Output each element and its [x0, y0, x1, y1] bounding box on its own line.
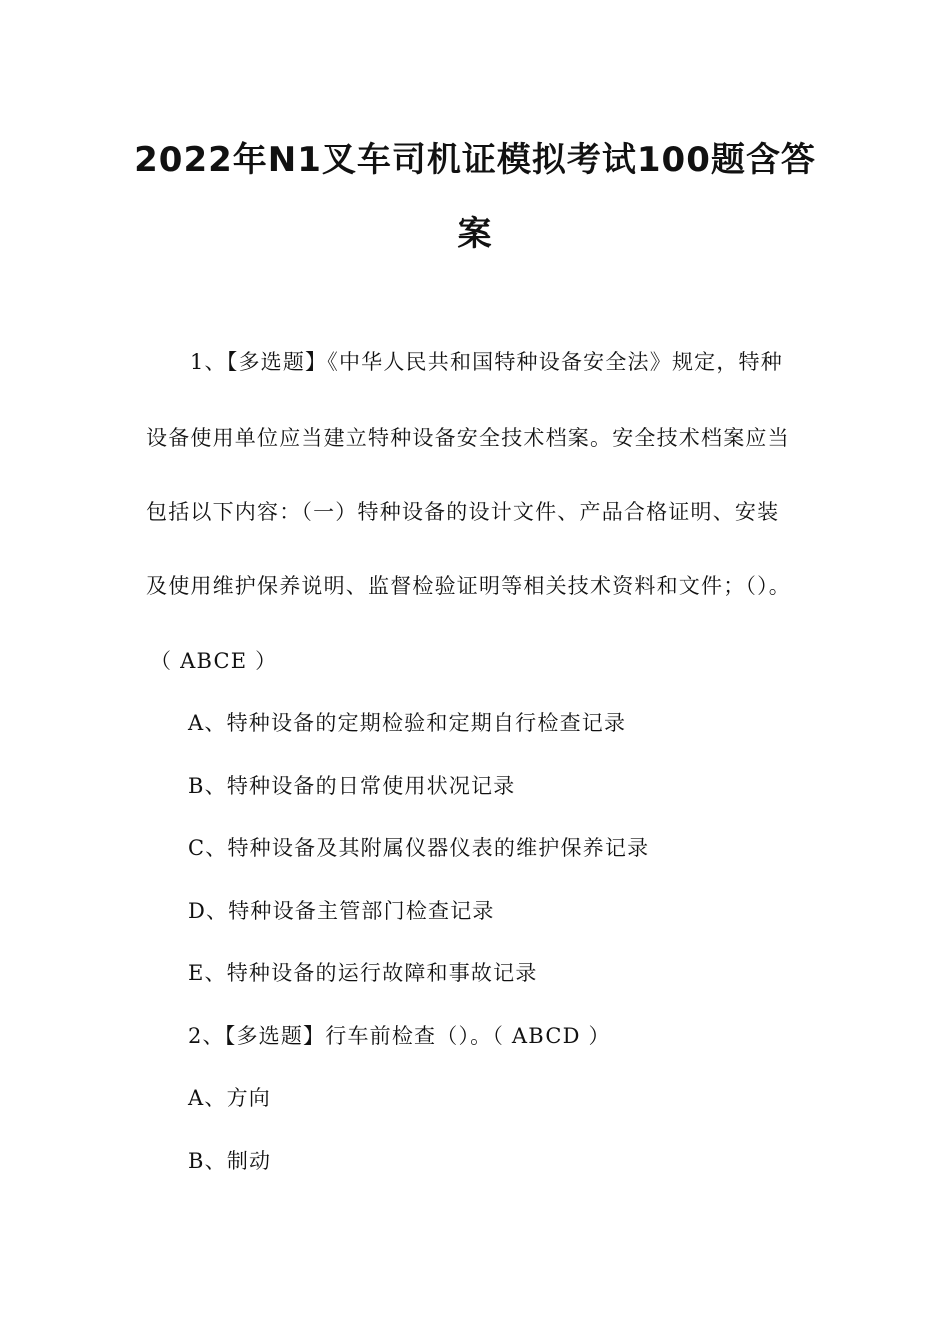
question-1-answer: （ ABCE ）: [150, 649, 278, 673]
question-2-text-line-1: 2、【多选题】行车前检查（）。（ ABCD ）: [188, 1024, 611, 1048]
document-title-line-1: 2022年N1叉车司机证模拟考试100题含答: [134, 140, 816, 180]
question-1-text-line-2: 设备使用单位应当建立特种设备安全技术档案。安全技术档案应当: [146, 426, 790, 450]
question-2-option-a: A、方向: [188, 1086, 271, 1110]
question-1-option-c: C、特种设备及其附属仪器仪表的维护保养记录: [188, 836, 650, 860]
question-1-option-a: A、特种设备的定期检验和定期自行检查记录: [188, 711, 627, 735]
question-2-option-b: B、制动: [188, 1149, 272, 1173]
question-1-text-line-3: 包括以下内容：（一）特种设备的设计文件、产品合格证明、安装: [146, 500, 780, 524]
question-1-option-d: D、特种设备主管部门检查记录: [188, 899, 495, 923]
question-1-option-b: B、特种设备的日常使用状况记录: [188, 774, 516, 798]
question-1-option-e: E、特种设备的运行故障和事故记录: [188, 961, 538, 985]
question-1-text-line-4: 及使用维护保养说明、监督检验证明等相关技术资料和文件；（）。: [146, 574, 791, 598]
question-1-text-line-1: 1、【多选题】《中华人民共和国特种设备安全法》规定，特种: [190, 350, 783, 374]
document-title-line-2: 案: [457, 214, 493, 254]
